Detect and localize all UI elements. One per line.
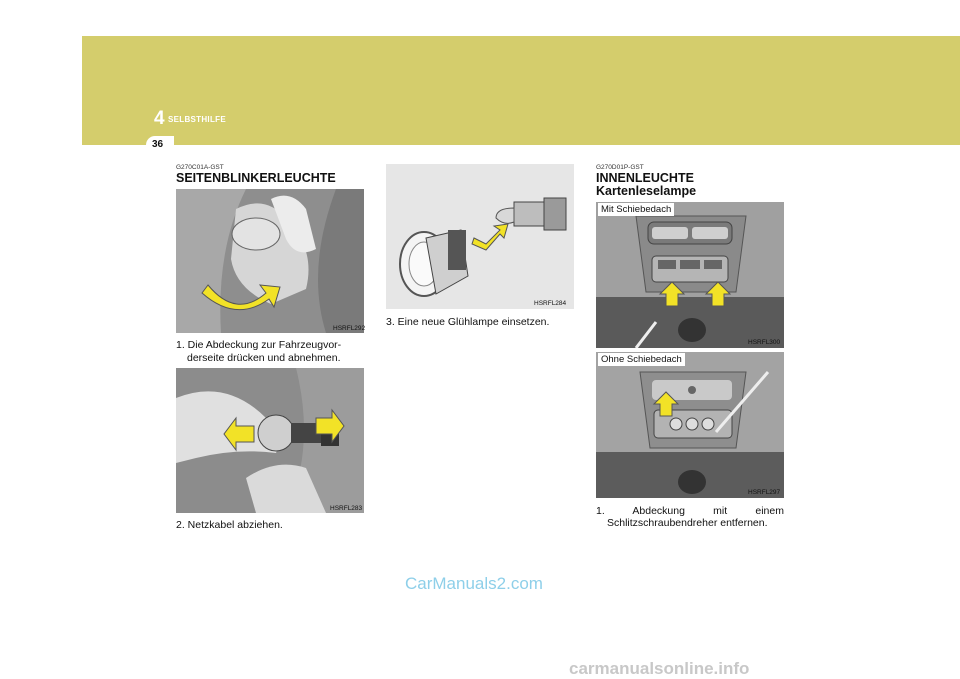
watermark-link[interactable]: CarManuals2.com (405, 574, 543, 593)
step-2-text: 2. Netzkabel abziehen. (176, 519, 283, 531)
figure-caption: Ohne Schiebedach (598, 353, 685, 366)
figure-code: HSRFL300 (748, 339, 781, 346)
step-1-text-right: 1. Abdeckung mit einem (596, 505, 784, 517)
chapter-number: 4 (154, 108, 165, 129)
footer-watermark: carmanualsonline.info (569, 659, 750, 678)
step-1-text: 1. Die Abdeckung zur Fahrzeugvor- (176, 339, 342, 351)
section-code-right: G270D01P-GST (596, 164, 644, 171)
figure-caption: Mit Schiebedach (598, 203, 674, 216)
figure-code: HSRFL283 (330, 505, 363, 512)
chapter-title: SELBSTHILFE (168, 115, 226, 124)
figure-side-indicator-cover (176, 189, 364, 333)
section-code-left: G270C01A-GST (176, 164, 224, 171)
section-heading-left: SEITENBLINKERLEUCHTE (176, 171, 336, 185)
section-subheading-right: Kartenleselampe (596, 184, 697, 198)
step-1-text-right-cont: Schlitzschraubendreher entfernen. (607, 517, 768, 529)
figure-new-bulb (386, 164, 574, 309)
figure-code: HSRFL292 (333, 325, 366, 332)
figure-unplug-cable (176, 368, 364, 513)
figure-code: HSRFL297 (748, 489, 781, 496)
chapter-header-band (82, 36, 960, 145)
step-3-text: 3. Eine neue Glühlampe einsetzen. (386, 316, 550, 328)
figure-map-lamp-sunroof (596, 202, 784, 348)
figure-code: HSRFL284 (534, 300, 567, 307)
figure-map-lamp-no-sunroof (596, 352, 784, 498)
page-number: 36 (152, 139, 164, 150)
step-1-text-cont: derseite drücken und abnehmen. (187, 352, 341, 364)
section-heading-right: INNENLEUCHTE (596, 171, 694, 185)
